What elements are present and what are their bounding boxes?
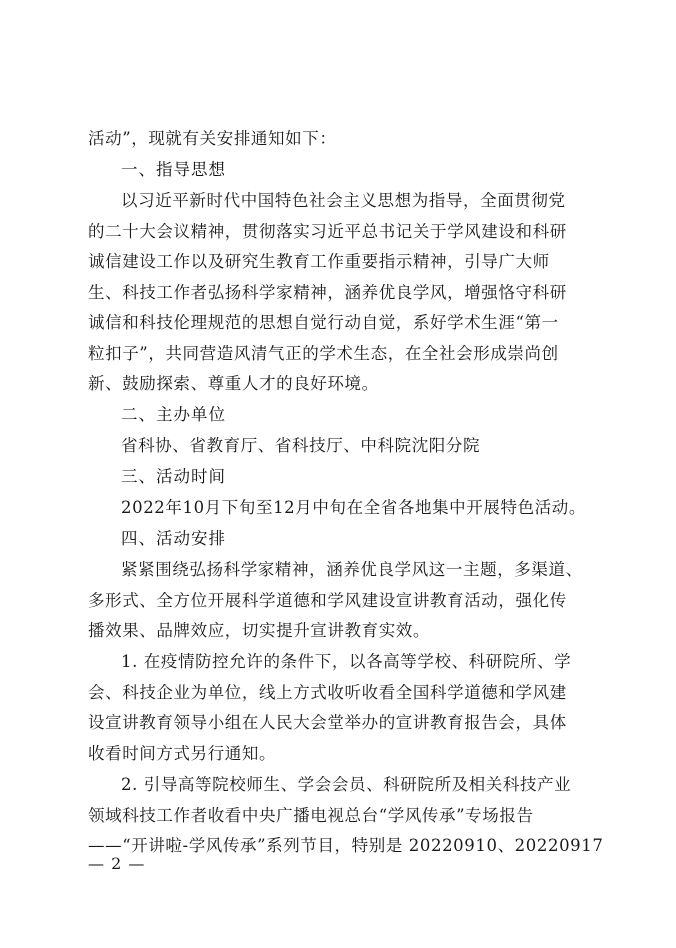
section-4-paragraph xyxy=(88,555,588,647)
section-heading-4: 四、活动安排 xyxy=(121,529,226,548)
paragraph-line: 新、鼓励探索、尊重人才的良好环境。 xyxy=(88,374,379,393)
paragraph-line: 领域科技工作者收看中央广播电视总台“学风传承”专场报告 xyxy=(88,805,534,825)
paragraph-line: ——“开讲啦-学风传承”系列节目，特别是 20220910、20220917 xyxy=(88,836,604,855)
paragraph-line: 的二十大会议精神，贯彻落实习近平总书记关于学风建设和科研 xyxy=(88,221,567,241)
section-heading-2: 二、主办单位 xyxy=(121,405,226,424)
section-2-text: 省科协、省教育厅、省科技厅、中科院沈阳分院 xyxy=(121,436,481,455)
intro-line: 活动”，现就有关安排通知如下： xyxy=(88,129,337,148)
section-heading-1: 一、指导思想 xyxy=(121,160,226,179)
paragraph-line: 收看时间方式另行通知。 xyxy=(88,743,277,763)
section-4-item-2 xyxy=(88,770,604,862)
page-number: — 2 — xyxy=(88,854,146,873)
paragraph-line: 1. 在疫情防控允许的条件下，以各高等学校、科研院所、学 xyxy=(121,652,572,671)
paragraph-line: 粒扣子”，共同营造风清气正的学术生态，在全社会形成崇尚创 xyxy=(88,343,559,363)
paragraph-line: 多形式、全方位开展科学道德和学风建设宣讲教育活动，强化传 xyxy=(88,590,567,610)
paragraph-line: 紧紧围绕弘扬科学家精神，涵养优良学风这一主题，多渠道、 xyxy=(121,560,583,579)
section-4-item-1 xyxy=(88,647,588,769)
paragraph-line: 生、科技工作者弘扬科学家精神，涵养优良学风，增强恪守科研 xyxy=(88,282,567,302)
paragraph-line: 诚信建设工作以及研究生教育工作重要指示精神，引导广大师 xyxy=(88,252,550,271)
paragraph-line: 以习近平新时代中国特色社会主义思想为指导，全面贯彻党 xyxy=(121,191,566,210)
paragraph-line: 播效果、品牌效应，切实提升宣讲教育实效。 xyxy=(88,621,430,640)
section-1-paragraph xyxy=(88,186,588,400)
section-3-text: 2022年10月下旬至12月中旬在全省各地集中开展特色活动。 xyxy=(121,498,586,517)
section-heading-3: 三、活动时间 xyxy=(121,467,226,486)
paragraph-line: 设宣讲教育领导小组在人民大会堂举办的宣讲教育报告会，具体 xyxy=(88,713,567,732)
paragraph-line: 2. 引导高等院校师生、学会会员、科研院所及相关科技产业 xyxy=(121,775,572,794)
paragraph-line: 会、科技企业为单位，线上方式收听收看全国科学道德和学风建 xyxy=(88,682,567,702)
paragraph-line: 诚信和科技伦理规范的思想自觉行动自觉，系好学术生涯“第一 xyxy=(88,313,559,332)
